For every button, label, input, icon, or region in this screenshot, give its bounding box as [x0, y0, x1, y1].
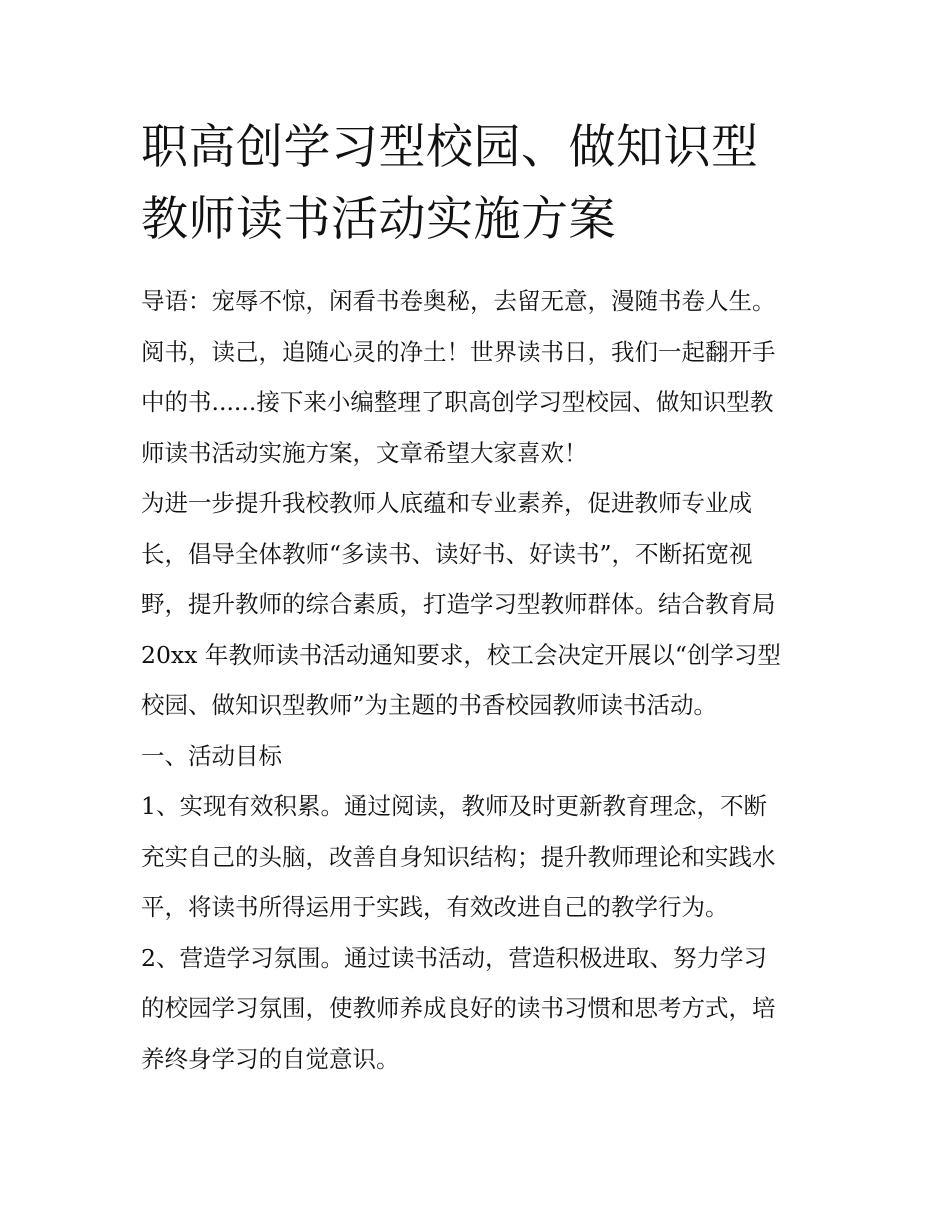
- text-line: 1、实现有效积累。通过阅读，教师及时更新教育理念，不断: [141, 792, 767, 820]
- title-line: 教师读书活动实施方案: [141, 192, 616, 247]
- text-line: 中的书......接下来小编整理了职高创学习型校园、做知识型教: [141, 388, 774, 416]
- text-line: 师读书活动实施方案，文章希望大家喜欢！: [141, 438, 588, 467]
- text-line: 校园、做知识型教师”为主题的书香校园教师读书活动。: [141, 691, 718, 719]
- goal-item-2: [141, 933, 821, 1085]
- text-line: 2、营造学习氛围。通过读书活动，营造积极进取、努力学习: [141, 943, 767, 972]
- intro-paragraph: [141, 276, 821, 478]
- text-line: 为进一步提升我校教师人底蕴和专业素养，促进教师专业成: [141, 489, 752, 517]
- title-line: 职高创学习型校园、做知识型: [141, 120, 759, 175]
- section-heading-text: 一、活动目标: [141, 741, 282, 770]
- purpose-paragraph: [141, 478, 821, 731]
- goal-item-1: [141, 781, 821, 933]
- text-line: 阅书，读己，追随心灵的净土！世界读书日，我们一起翻开手: [141, 337, 776, 366]
- text-line: 长，倡导全体教师“多读书、读好书、好读书”，不断拓宽视: [141, 539, 753, 568]
- text-line: 野，提升教师的综合素质，打造学习型教师群体。结合教育局: [141, 590, 776, 618]
- text-line: 20xx 年教师读书活动通知要求，校工会决定开展以“创学习型: [141, 640, 781, 669]
- section-heading: [141, 731, 821, 782]
- document-body: [141, 276, 821, 1084]
- text-line: 导语：宠辱不惊，闲看书卷奥秘，去留无意，漫随书卷人生。: [141, 287, 776, 315]
- text-line: 养终身学习的自觉意识。: [141, 1044, 400, 1073]
- text-line: 平，将读书所得运用于实践，有效改进自己的教学行为。: [141, 893, 729, 921]
- document-title: [141, 112, 821, 256]
- text-line: 充实自己的头脑，改善自身知识结构；提升教师理论和实践水: [141, 842, 776, 871]
- document-content: [141, 112, 821, 1084]
- text-line: 的校园学习氛围，使教师养成良好的读书习惯和思考方式，培: [141, 994, 776, 1022]
